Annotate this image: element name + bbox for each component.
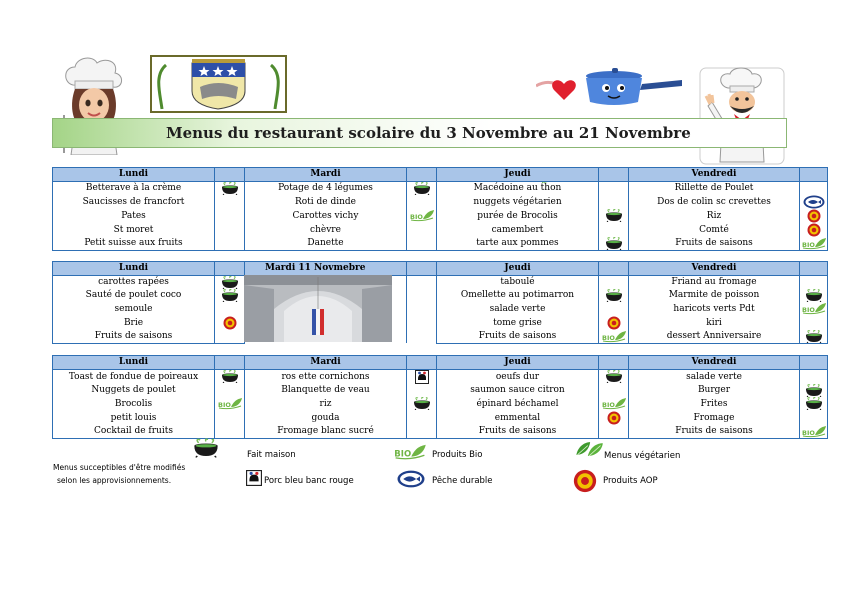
homemade-pot-icon — [803, 384, 825, 397]
dish: purée de Brocolis — [437, 209, 599, 223]
dish: Burger — [629, 384, 800, 398]
dish: taboulé — [437, 275, 599, 289]
header-jeudi: Jeudi — [437, 262, 599, 276]
dish: salade verte — [437, 302, 599, 316]
bio-icon — [601, 397, 627, 410]
dish: Friand au fromage — [629, 275, 800, 289]
bio-icon — [801, 237, 827, 250]
dish: Nuggets de poulet — [53, 384, 215, 398]
bio-label: BIO — [801, 306, 815, 315]
coat-of-arms-icon — [150, 55, 287, 113]
fish-icon — [803, 195, 825, 209]
menu-week-2 — [52, 261, 828, 344]
fish-icon — [396, 470, 426, 492]
dish: Marmite de poisson — [629, 289, 800, 303]
homemade-pot-icon — [219, 182, 241, 195]
bio-label: BIO — [801, 428, 815, 437]
homemade-pot-icon — [603, 209, 625, 222]
dish: Cocktail de fruits — [53, 425, 215, 439]
dish: riz — [245, 397, 407, 411]
dish: Fruits de saisons — [629, 425, 800, 439]
dish: saumon sauce citron — [437, 384, 599, 398]
dish: Rillette de Poulet — [629, 181, 800, 195]
homemade-pot-icon — [190, 438, 222, 462]
header-mardi: Mardi 11 Novmebre — [245, 262, 407, 276]
dish: Brie — [53, 316, 215, 330]
homemade-pot-icon — [219, 370, 241, 383]
leaf-icon — [574, 440, 604, 462]
homemade-pot-icon — [603, 289, 625, 302]
dish: oeufs dur — [437, 369, 599, 384]
header-vendredi: Vendredi — [629, 356, 800, 370]
homemade-pot-icon — [411, 397, 433, 410]
legend-bio: Produits Bio — [432, 450, 483, 460]
modification-note-line1: Menus succeptibles d'être modifiés — [53, 463, 186, 472]
dish: Petit suisse aux fruits — [53, 237, 215, 251]
arc-de-triomphe-photo — [244, 275, 392, 342]
legend-fait-maison: Fait maison — [247, 450, 296, 460]
dish: Comté — [629, 223, 800, 237]
bio-icon — [601, 330, 627, 343]
dish: petit louis — [53, 411, 215, 425]
header-lundi: Lundi — [53, 262, 215, 276]
aop-icon — [607, 316, 621, 330]
menu-week-3 — [52, 355, 828, 439]
legend-peche: Pêche durable — [432, 476, 493, 486]
dish: tome grise — [437, 316, 599, 330]
homemade-pot-icon — [411, 182, 433, 195]
aop-icon — [607, 411, 621, 425]
dish: Saucisses de francfort — [53, 195, 215, 209]
dish: Riz — [629, 209, 800, 223]
header-lundi: Lundi — [53, 356, 215, 370]
dish: Blanquette de veau — [245, 384, 407, 398]
dish: emmental — [437, 411, 599, 425]
header-lundi: Lundi — [53, 168, 215, 182]
dish: Fruits de saisons — [437, 330, 599, 344]
dish: Carottes vichy — [245, 209, 407, 223]
dish: Betterave à la crème — [53, 181, 215, 195]
dish: Fruits de saisons — [437, 425, 599, 439]
bio-icon — [393, 443, 427, 465]
dish: camembert — [437, 223, 599, 237]
dish: Omellette au potimarron — [437, 289, 599, 303]
homemade-pot-icon — [803, 397, 825, 410]
dish: Brocolis — [53, 397, 215, 411]
bio-label: BIO — [409, 213, 423, 221]
dish: Fromage blanc sucré — [245, 425, 407, 439]
title-banner — [52, 118, 787, 148]
bio-label: BIO — [394, 449, 412, 460]
dish: Frites — [629, 397, 800, 411]
chef-icon — [698, 66, 786, 166]
dish: Potage de 4 légumes — [245, 181, 407, 195]
homemade-pot-icon — [803, 330, 825, 343]
dish: kiri — [629, 316, 800, 330]
homemade-pot-icon — [603, 370, 625, 383]
dish: semoule — [53, 302, 215, 316]
dish: Sauté de poulet coco — [53, 289, 215, 303]
legend-porc: Porc bleu banc rouge — [264, 476, 354, 486]
dish: dessert Anniversaire — [629, 330, 800, 344]
modification-note-line2: selon les approvisionnements. — [57, 476, 172, 485]
dish: épinard béchamel — [437, 397, 599, 411]
dish: Pates — [53, 209, 215, 223]
dish: St moret — [53, 223, 215, 237]
header-mardi: Mardi — [245, 168, 407, 182]
bio-label: BIO — [801, 240, 815, 249]
dish: Dos de colin sc crevettes — [629, 195, 800, 209]
dish: tarte aux pommes — [437, 237, 599, 251]
dish: Roti de dinde — [245, 195, 407, 209]
homemade-pot-icon — [603, 237, 625, 250]
dish: Fruits de saisons — [629, 237, 800, 251]
aop-icon — [807, 209, 821, 223]
bio-icon — [801, 425, 827, 438]
aop-icon — [807, 223, 821, 237]
homemade-pot-icon — [219, 276, 241, 289]
aop-icon — [223, 316, 237, 330]
dish: haricots verts Pdt — [629, 302, 800, 316]
header-vendredi: Vendredi — [629, 262, 800, 276]
menu-week-1 — [52, 167, 828, 251]
dish: Fruits de saisons — [53, 330, 215, 344]
dish: gouda — [245, 411, 407, 425]
bio-icon — [409, 209, 435, 222]
pork-icon — [415, 370, 429, 384]
dish: salade verte — [629, 369, 800, 384]
page-title: Menus du restaurant scolaire du 3 Novembre au 21 Novembre — [166, 124, 691, 142]
dish: chèvre — [245, 223, 407, 237]
bio-icon — [801, 302, 827, 315]
pork-icon — [246, 470, 262, 490]
header-jeudi: Jeudi — [437, 168, 599, 182]
dish: Macédoine au thon — [437, 181, 599, 195]
legend-vegetarien: Menus végétarien — [604, 451, 681, 461]
bio-label: BIO — [601, 333, 615, 342]
aop-icon — [573, 469, 597, 497]
bio-icon — [217, 397, 243, 410]
dish: ros ette cornichons — [245, 369, 407, 384]
bio-label: BIO — [601, 401, 615, 410]
dish: Danette — [245, 237, 407, 251]
homemade-pot-icon — [803, 289, 825, 302]
cooking-pot-icon — [536, 66, 686, 108]
dish: Fromage — [629, 411, 800, 425]
dish: carottes rapées — [53, 275, 215, 289]
dish: nuggets végétarien — [437, 195, 599, 209]
dish: Toast de fondue de poireaux — [53, 369, 215, 384]
header-jeudi: Jeudi — [437, 356, 599, 370]
legend-aop: Produits AOP — [603, 476, 658, 486]
homemade-pot-icon — [219, 289, 241, 302]
header-vendredi: Vendredi — [629, 168, 800, 182]
header-mardi: Mardi — [245, 356, 407, 370]
bio-label: BIO — [217, 401, 231, 410]
